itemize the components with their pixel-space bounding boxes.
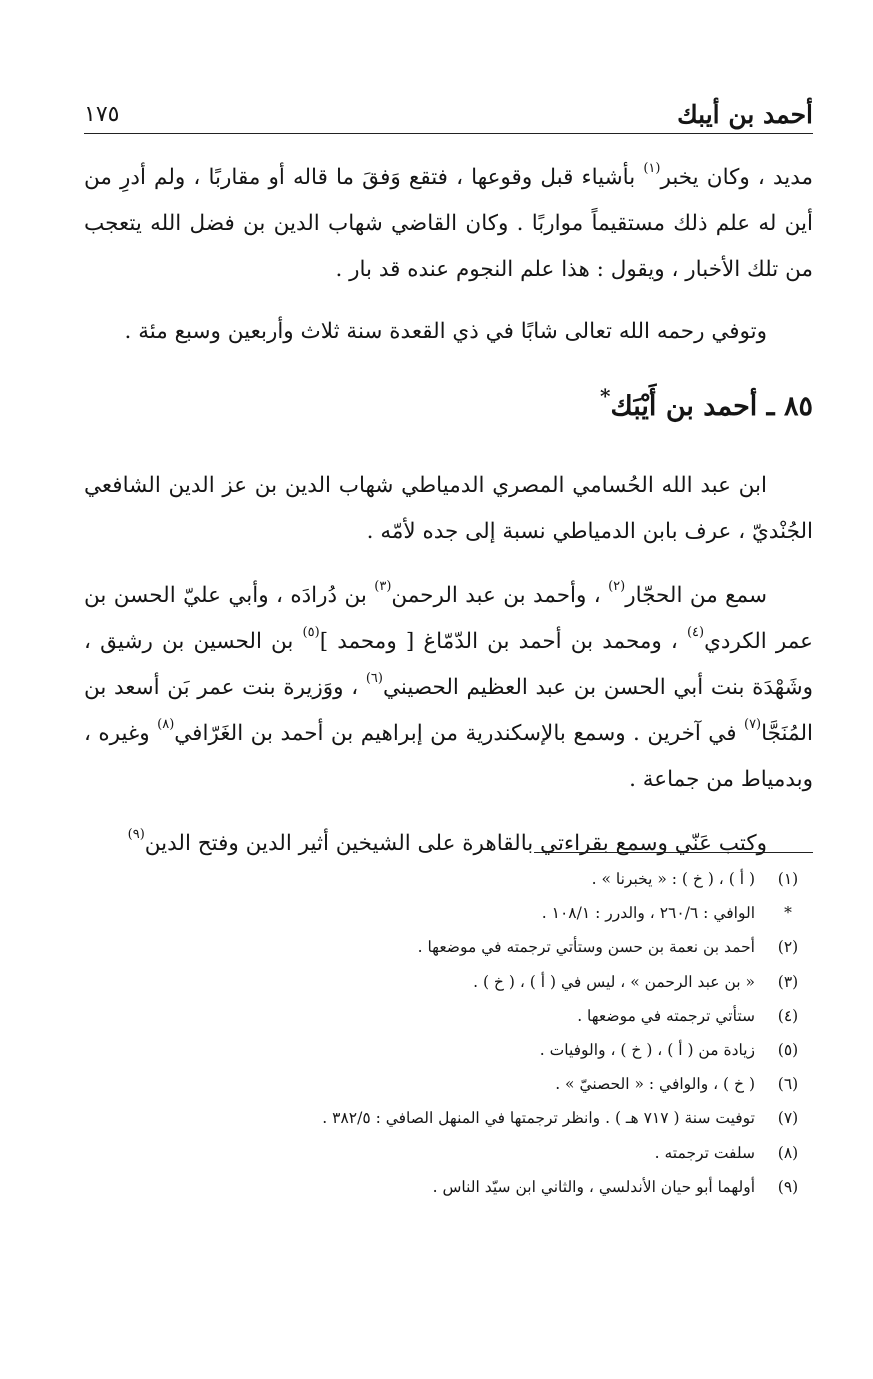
footnote-marker: (٥)	[777, 1041, 799, 1060]
footnote-text: ( أ ) ، ( خ ) : « يخبرنا » .	[591, 870, 755, 888]
footnote	[200, 999, 813, 1033]
footnote	[200, 1136, 813, 1170]
page-header	[84, 90, 813, 138]
running-title: أحمد بن أيبك	[677, 99, 813, 129]
footnote-ref: (٧)	[743, 717, 762, 732]
text-run: مديد ، وكان يخبر	[660, 165, 813, 190]
text-run: وغيره ، وبدمياط من جماعة .	[84, 721, 813, 792]
text-run: سمع من الحجّار	[625, 583, 768, 608]
text-run: بأشياء قبل وقوعها ، فتقع وَفقَ ما قاله أو مقاربًا ، ولم أدرِ من أين له علم ذلك مستقيماً مواربًا . وكان القاضي شهاب الدين بن فضل الله يتعجب من تلك الأخبار ، ويقول : هذا علم النجوم عنده قد بار .	[84, 165, 813, 282]
footnote	[200, 965, 813, 999]
footnote-marker: (٨)	[777, 1143, 799, 1162]
footnote-marker: (٩)	[777, 1177, 799, 1196]
footnote-ref: (٥)	[302, 625, 320, 640]
text-run: في آخرين . وسمع بالإسكندرية من إبراهيم بن أحمد بن الغَرّافي	[174, 721, 744, 746]
footnote-marker: (٧)	[777, 1109, 799, 1128]
footnote-text: « بن عبد الرحمن » ، ليس في ( أ ) ، ( خ ) .	[473, 972, 755, 991]
footnote-marker: *	[784, 904, 792, 923]
footnote-ref: (٣)	[374, 579, 392, 594]
footnote-marker: (٤)	[777, 1006, 799, 1025]
text-run: ، ومحمد بن أحمد بن الدّمّاغ [ ومحمد ]	[319, 629, 687, 654]
footnote-text: أحمد بن نعمة بن حسن وستأتي ترجمته في موضعها .	[417, 938, 755, 957]
footnotes	[200, 862, 813, 1204]
footnote-ref: (٦)	[365, 671, 383, 686]
page-number: ١٧٥	[84, 101, 120, 127]
footnote-marker: (٦)	[777, 1075, 799, 1094]
footnote-ref: (٢)	[608, 579, 626, 594]
footnote	[200, 1033, 813, 1067]
footnote	[200, 896, 813, 930]
footnote-ref: (٤)	[686, 625, 705, 640]
entry-heading	[84, 377, 813, 437]
footnote-text: زيادة من ( أ ) ، ( خ ) ، والوفيات .	[539, 1041, 755, 1060]
header-rule	[84, 133, 813, 134]
text-run: وكتب عَنّي وسمع بقراءتي بالقاهرة على الشيخين أثير الدين وفتح الدين	[144, 831, 767, 856]
footnote-text: الوافي : ٢٦٠/٦ ، والدرر : ١٠٨/١ .	[541, 904, 755, 923]
entry-star: *	[600, 384, 611, 408]
paragraph-continuation	[84, 155, 813, 293]
paragraph-writing	[84, 821, 813, 867]
footnote	[200, 1101, 813, 1135]
text-run: ، وأحمد بن عبد الرحمن	[391, 583, 609, 608]
text-run: بن دُرادَه ، وأبي عليّ الحسن بن عمر الكردي	[84, 583, 813, 654]
footnote-text: أولهما أبو حيان الأندلسي ، والثاني ابن سيّد الناس .	[432, 1177, 755, 1196]
footnote-text: ( خ ) ، والوافي : « الحصنيّ » .	[555, 1075, 755, 1094]
footnote	[200, 1170, 813, 1204]
paragraph-lineage: ابن عبد الله الحُسامي المصري الدمياطي شهاب الدين بن عز الدين الشافعي الجُنْديّ ، عرف بابن الدمياطي نسبة إلى جده لأمّه .	[84, 473, 813, 544]
paragraph-death: وتوفي رحمه الله تعالى شابًا في ذي القعدة سنة ثلاث وأربعين وسبع مئة .	[124, 319, 767, 344]
text-run: ، ووَزيرة بنت عمر بَن أسعد بن المُنَجَّا	[84, 675, 813, 746]
footnote-text: توفيت سنة ( ٧١٧ هـ ) . وانظر ترجمتها في المنهل الصافي : ٣٨٢/٥ .	[322, 1109, 755, 1128]
footnote	[200, 1067, 813, 1101]
footnote-text: سلفت ترجمته .	[654, 1143, 755, 1162]
footnote-text: ستأتي ترجمته في موضعها .	[577, 1006, 755, 1025]
entry-title: ٨٥ ـ أحمد بن أَيْبَك	[610, 391, 813, 422]
footnote-marker: (١)	[777, 870, 799, 888]
footnote-ref: (٩)	[127, 827, 145, 842]
footnote-marker: (٣)	[777, 972, 799, 991]
text-run: بن الحسين بن رشيق ، وشَهْدَة بنت أبي الحسن بن عبد العظيم الحصيني	[84, 629, 813, 700]
main-text	[84, 155, 813, 867]
footnote-ref: (١)	[643, 161, 661, 176]
paragraph-teachers	[84, 573, 813, 803]
footnote-ref: (٨)	[157, 717, 175, 732]
footnote-rule	[534, 852, 813, 853]
footnote	[200, 862, 813, 896]
footnote-marker: (٢)	[777, 938, 799, 957]
footnote	[200, 930, 813, 964]
